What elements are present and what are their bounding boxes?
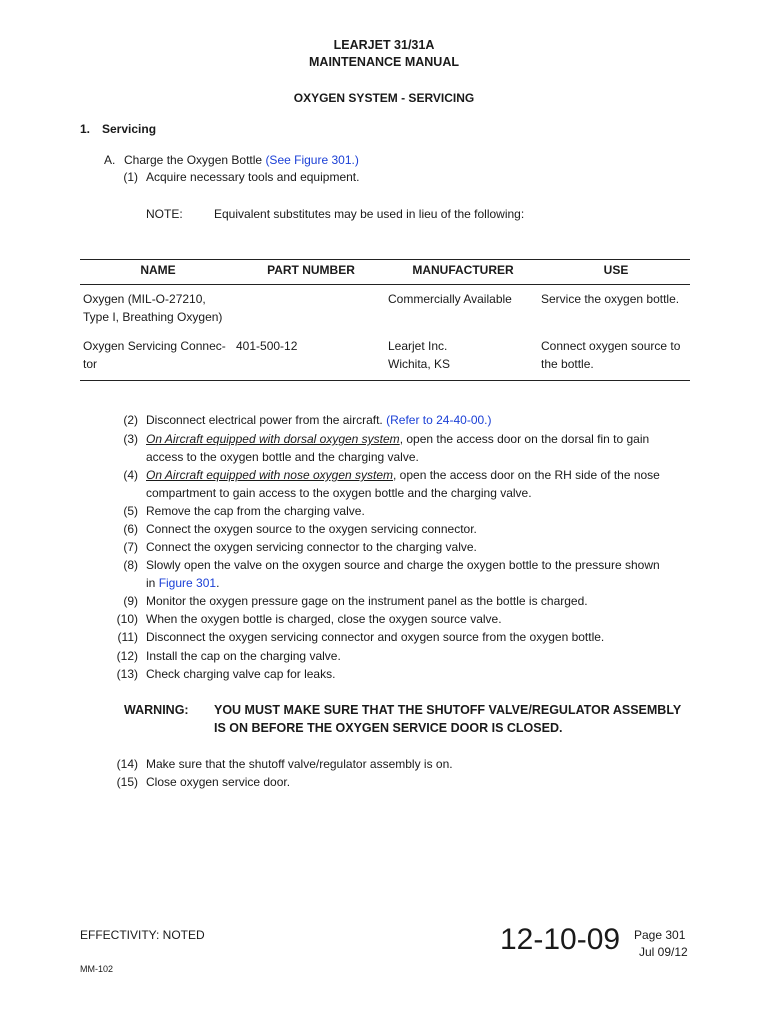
step-text-cont: compartment to gain access to the oxygen bottle and the charging valve.	[146, 486, 532, 500]
see-figure-link[interactable]: (See Figure 301.)	[265, 153, 359, 167]
note-label: NOTE:	[146, 207, 183, 221]
section-title: Servicing	[102, 122, 157, 136]
table-cell-part: 401-500-12	[236, 339, 298, 353]
warning-line: YOU MUST MAKE SURE THAT THE SHUTOFF VALVE/REGULATOR ASSEMBLY	[214, 703, 682, 717]
manual-title-line1: LEARJET 31/31A	[333, 38, 435, 52]
step-text: Remove the cap from the charging valve.	[146, 504, 365, 518]
cell-line: tor	[83, 357, 98, 371]
table-cell-manufacturer	[388, 337, 450, 373]
table-cell-manufacturer: Commercially Available	[388, 292, 512, 306]
step-text-main: Slowly open the valve on the oxygen source and charge the oxygen bottle to the pressure shown	[146, 558, 660, 572]
table-header-use: USE	[603, 263, 629, 277]
table-top-rule	[80, 259, 690, 260]
step-number: (7)	[123, 540, 138, 554]
step-text: Connect the oxygen servicing connector to the charging valve.	[146, 540, 477, 554]
step-text: Monitor the oxygen pressure gage on the instrument panel as the bottle is charged.	[146, 594, 588, 608]
page-number: Page 301	[634, 928, 686, 942]
step-text-period: .	[216, 576, 220, 590]
figure-link[interactable]: Figure 301	[158, 576, 217, 590]
table-cell-name	[83, 290, 222, 326]
step-text-main: Disconnect electrical power from the aircraft.	[146, 413, 383, 427]
step-text	[146, 411, 692, 429]
manual-title-line2: MAINTENANCE MANUAL	[309, 55, 459, 69]
step-text-cont: in	[146, 576, 159, 590]
step-number: (4)	[123, 468, 138, 482]
table-cell-use: Service the oxygen bottle.	[541, 292, 680, 306]
step-emphasis: On Aircraft equipped with nose oxygen system	[146, 468, 394, 482]
refer-link[interactable]: (Refer to 24-40-00.)	[386, 413, 492, 427]
cell-line: Oxygen (MIL-O-27210,	[83, 292, 206, 306]
section-number: 1.	[80, 122, 91, 136]
table-cell-name	[83, 337, 226, 373]
step-text	[146, 430, 692, 466]
table-header-rule	[80, 284, 690, 285]
table-header-part-number: PART NUMBER	[267, 263, 355, 277]
table-header-manufacturer: MANUFACTURER	[412, 263, 514, 277]
step-text	[146, 556, 692, 592]
step-text: Install the cap on the charging valve.	[146, 649, 341, 663]
step-text: Connect the oxygen source to the oxygen servicing connector.	[146, 522, 477, 536]
step-number: (12)	[116, 649, 138, 663]
table-header-name: NAME	[140, 263, 176, 277]
step-number: (13)	[116, 667, 138, 681]
step-number: (15)	[116, 775, 138, 789]
step-number: (11)	[117, 630, 138, 644]
step-number: (9)	[123, 594, 138, 608]
cell-line: the bottle.	[541, 357, 594, 371]
step-emphasis: On Aircraft equipped with dorsal oxygen system	[146, 432, 400, 446]
warning-line: IS ON BEFORE THE OXYGEN SERVICE DOOR IS CLOSED.	[214, 721, 563, 735]
cell-line: Oxygen Servicing Connec-	[83, 339, 226, 353]
step-text: Disconnect the oxygen servicing connector and oxygen source from the oxygen bottle.	[146, 630, 605, 644]
step-number: (8)	[123, 558, 138, 572]
step-text-main: , open the access door on the RH side of the nose	[393, 468, 660, 482]
step-text: Make sure that the shutoff valve/regulator assembly is on.	[146, 757, 453, 771]
chapter-number: 12-10-09	[500, 923, 621, 956]
step-text: Acquire necessary tools and equipment.	[146, 170, 360, 184]
step-text: When the oxygen bottle is charged, close the oxygen source valve.	[146, 612, 502, 626]
subsection-title: Charge the Oxygen Bottle	[124, 153, 263, 167]
cell-line: Learjet Inc.	[388, 339, 448, 353]
table-cell-use	[541, 337, 680, 373]
step-text-cont: access to the oxygen bottle and the charging valve.	[146, 450, 419, 464]
step-number: (2)	[123, 413, 138, 427]
step-number: (14)	[116, 757, 138, 771]
table-bottom-rule	[80, 380, 690, 381]
step-text: Check charging valve cap for leaks.	[146, 667, 336, 681]
warning-text	[214, 701, 681, 737]
cell-line: Type I, Breathing Oxygen)	[83, 310, 223, 324]
cell-line: Connect oxygen source to	[541, 339, 681, 353]
revision-date: Jul 09/12	[639, 945, 688, 959]
step-text	[146, 466, 692, 502]
step-number: (6)	[123, 522, 138, 536]
step-number: (10)	[116, 612, 138, 626]
section-heading: OXYGEN SYSTEM - SERVICING	[293, 91, 475, 105]
warning-label: WARNING:	[124, 703, 189, 717]
step-number: (1)	[123, 170, 138, 184]
step-number: (5)	[123, 504, 138, 518]
form-code: MM-102	[80, 964, 114, 974]
subsection-line	[124, 151, 359, 169]
effectivity: EFFECTIVITY: NOTED	[80, 928, 205, 942]
step-text: Close oxygen service door.	[146, 775, 291, 789]
note-text: Equivalent substitutes may be used in lieu of the following:	[214, 207, 525, 221]
subsection-letter: A.	[104, 153, 116, 167]
step-number: (3)	[123, 432, 138, 446]
cell-line: Wichita, KS	[388, 357, 451, 371]
step-text-main: , open the access door on the dorsal fin to gain	[399, 432, 650, 446]
